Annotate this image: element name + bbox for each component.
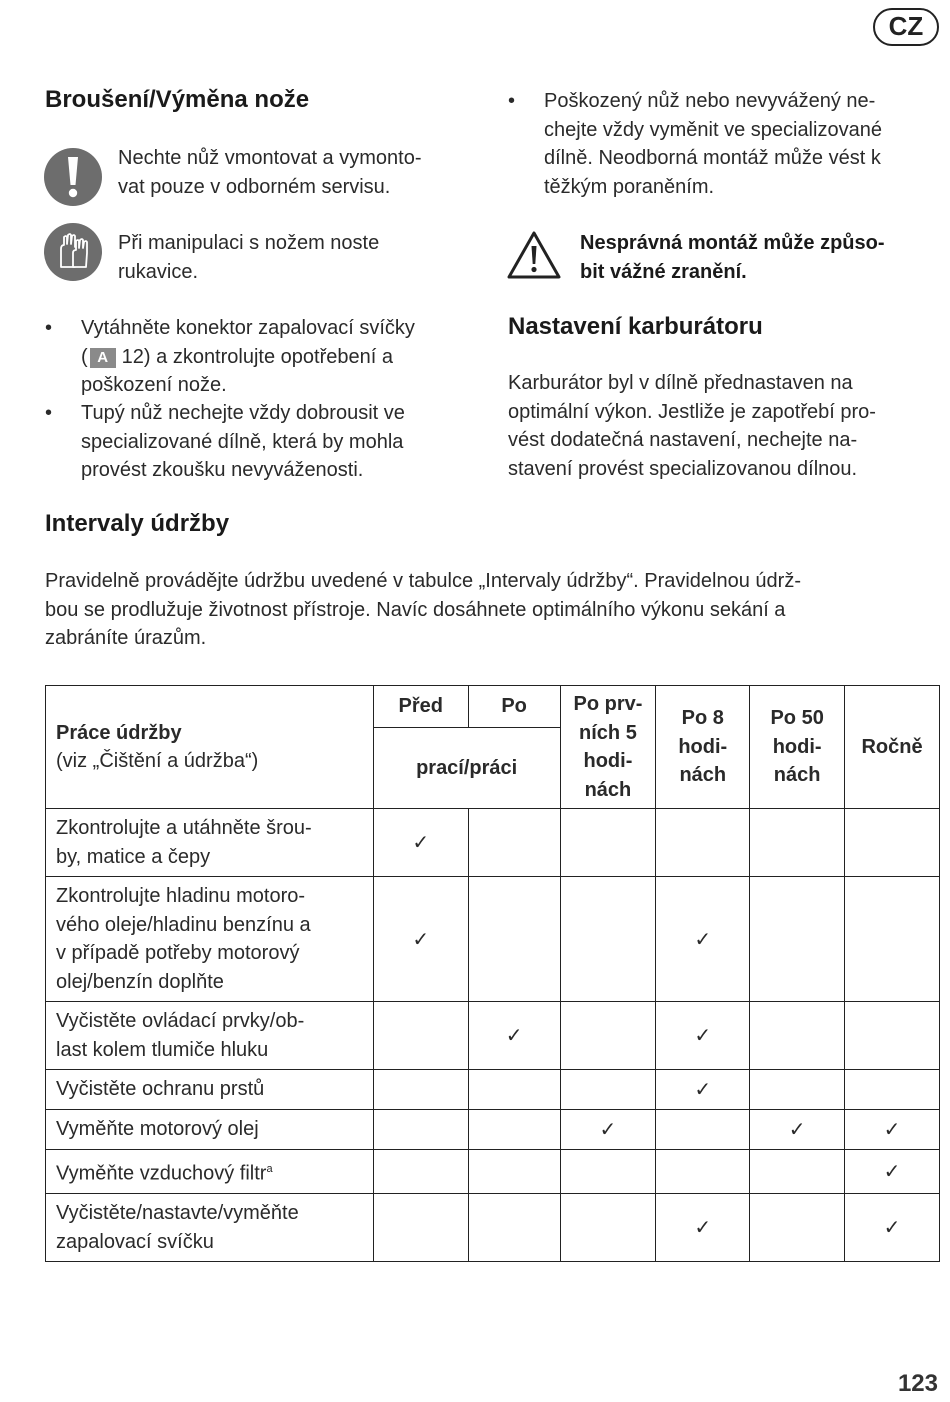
empty-cell — [373, 1194, 468, 1262]
checkmark-cell — [656, 1070, 750, 1110]
bullet-text: Poškozený nůž nebo nevyvážený ne- chejte vždy vyměnit ve specializované dílně. Neodborná montáž může vést k těžkým poraněním. — [544, 90, 882, 198]
checkmark-icon: ✓ — [883, 1119, 901, 1141]
empty-cell — [750, 809, 845, 877]
header-8-hours: Po 8 hodi- nách — [656, 686, 750, 809]
empty-cell — [468, 877, 560, 1002]
bullet-dull-knife — [45, 399, 495, 489]
checkmark-cell — [468, 1002, 560, 1070]
empty-cell — [373, 1002, 468, 1070]
header-first-5-hours: Po prv- ních 5 hodi- nách — [560, 686, 656, 809]
task-cell — [46, 1070, 374, 1110]
empty-cell — [373, 1070, 468, 1110]
bullet-dot: • — [45, 317, 53, 339]
empty-cell — [656, 1110, 750, 1150]
task-cell — [46, 1110, 374, 1150]
empty-cell — [560, 1070, 656, 1110]
header-task-subtitle: (viz „Čištění a údržba“) — [56, 750, 259, 772]
checkmark-cell — [845, 1150, 940, 1194]
sharpening-heading: Broušení/Výměna nože — [45, 86, 310, 113]
figure-a-badge: A — [90, 348, 116, 368]
bullet-damaged-knife — [508, 87, 938, 207]
empty-cell — [845, 1070, 940, 1110]
checkmark-cell — [656, 877, 750, 1002]
empty-cell — [750, 877, 845, 1002]
empty-cell — [656, 809, 750, 877]
empty-cell — [560, 877, 656, 1002]
checkmark-icon: ✓ — [883, 1217, 901, 1240]
checkmark-cell — [750, 1110, 845, 1150]
header-50-hours: Po 50 hodi- nách — [750, 686, 845, 809]
checkmark-cell — [560, 1110, 656, 1150]
bullet-text: Tupý nůž nechejte vždy dobrousit ve specializované dílně, která by mohla provést zkoušku nevyváženosti. — [81, 402, 405, 481]
checkmark-cell — [373, 877, 468, 1002]
empty-cell — [560, 1002, 656, 1070]
checkmark-icon: ✓ — [412, 928, 430, 951]
checkmark-cell — [656, 1002, 750, 1070]
empty-cell — [468, 1150, 560, 1194]
maintenance-table — [45, 685, 940, 1262]
header-task — [46, 686, 374, 809]
task-text: Vyčistěte ochranu prstů — [56, 1078, 265, 1101]
checkmark-icon: ✓ — [412, 832, 430, 854]
header-after: Po — [468, 686, 560, 728]
task-cell — [46, 1150, 374, 1194]
checkmark-cell — [845, 1110, 940, 1150]
checkmark-icon: ✓ — [694, 928, 712, 951]
warning-text: Nesprávná montáž může způso- bit vážné zranění. — [580, 232, 885, 283]
carburetor-heading: Nastavení karburátoru — [508, 313, 763, 340]
empty-cell — [373, 1150, 468, 1194]
task-text: Vyměňte vzduchový filtr — [56, 1162, 267, 1185]
empty-cell — [656, 1150, 750, 1194]
empty-cell — [750, 1194, 845, 1262]
exclamation-icon — [44, 148, 102, 206]
page-number: 123 — [897, 1370, 938, 1397]
header-before: Před — [373, 686, 468, 728]
warning-triangle-icon — [506, 230, 562, 285]
empty-cell — [750, 1002, 845, 1070]
notice-service-only: Nechte nůž vmontovat a vymonto- vat pouze v odborném servisu. — [118, 147, 422, 198]
empty-cell — [468, 809, 560, 877]
table-row — [46, 1002, 940, 1070]
table-row — [46, 809, 940, 877]
bullet-text: Vytáhněte konektor zapalovací svíčky — [81, 317, 415, 339]
table-row — [46, 1150, 940, 1194]
checkmark-icon: ✓ — [694, 1025, 712, 1047]
header-yearly: Ročně — [845, 686, 940, 809]
checkmark-cell — [656, 1194, 750, 1262]
checkmark-cell — [845, 1194, 940, 1262]
checkmark-icon: ✓ — [505, 1025, 523, 1047]
task-cell — [46, 877, 374, 1002]
empty-cell — [560, 809, 656, 877]
bullet-text: 12) a zkontrolujte opotřebení a — [121, 345, 393, 368]
task-text: Vyměňte motorový olej — [56, 1118, 259, 1141]
table-row — [46, 1110, 940, 1150]
header-task-title: Práce údržby — [56, 721, 182, 744]
language-badge: CZ — [873, 8, 939, 46]
intervals-text: Pravidelně provádějte údržbu uvedené v tabulce „Intervaly údržby“. Pravidelnou údrž- bou se prodlužuje životnost přístroje. Navíc dosáhnete optimálního výkonu sekání a zabráníte úrazům. — [45, 570, 801, 649]
empty-cell — [373, 1110, 468, 1150]
table-row — [46, 877, 940, 1002]
gloves-icon — [44, 223, 102, 281]
checkmark-icon: ✓ — [788, 1119, 806, 1141]
task-cell — [46, 1194, 374, 1262]
task-cell — [46, 809, 374, 877]
empty-cell — [845, 809, 940, 877]
empty-cell — [560, 1194, 656, 1262]
task-text: Zkontrolujte hladinu motoro- vého oleje/hladinu benzínu a v případě potřeby motorový olej/benzín doplňte — [56, 885, 311, 993]
checkmark-cell — [373, 809, 468, 877]
empty-cell — [750, 1070, 845, 1110]
table-row — [46, 1194, 940, 1262]
bullet-dot: • — [45, 402, 53, 424]
empty-cell — [560, 1150, 656, 1194]
carburetor-text: Karburátor byl v dílně přednastaven na optimální výkon. Jestliže je zapotřebí pro- vést dodatečná nastavení, nechejte na- stavení provést specializovanou dílnou. — [508, 372, 876, 480]
bullet-text: poškození nože. — [81, 374, 227, 396]
empty-cell — [468, 1070, 560, 1110]
task-text: Vyčistěte/nastavte/vyměňte zapalovací svíčku — [56, 1202, 299, 1253]
intervals-heading: Intervaly údržby — [45, 510, 230, 537]
task-text: Zkontrolujte a utáhněte šrou- by, matice a čepy — [56, 817, 312, 868]
empty-cell — [750, 1150, 845, 1194]
checkmark-icon: ✓ — [694, 1079, 712, 1101]
bullet-dot: • — [508, 90, 516, 112]
checkmark-icon: ✓ — [883, 1161, 901, 1184]
checkmark-icon: ✓ — [694, 1217, 712, 1240]
notice-gloves: Při manipulaci s nožem noste rukavice. — [118, 232, 380, 283]
checkmark-icon: ✓ — [599, 1119, 617, 1141]
empty-cell — [468, 1194, 560, 1262]
empty-cell — [845, 877, 940, 1002]
footnote-marker: a — [266, 1163, 273, 1175]
table-row — [46, 1070, 940, 1110]
task-text: Vyčistěte ovládací prvky/ob- last kolem tlumiče hluku — [56, 1010, 305, 1061]
empty-cell — [845, 1002, 940, 1070]
header-work-group: prací/práci — [373, 728, 560, 809]
empty-cell — [468, 1110, 560, 1150]
bullet-check-knife: • Vytáhněte konektor zapalovací svíčky ( A 12) a zkontrolujte opotřebení a poškození nože. — [45, 314, 495, 404]
task-cell — [46, 1002, 374, 1070]
